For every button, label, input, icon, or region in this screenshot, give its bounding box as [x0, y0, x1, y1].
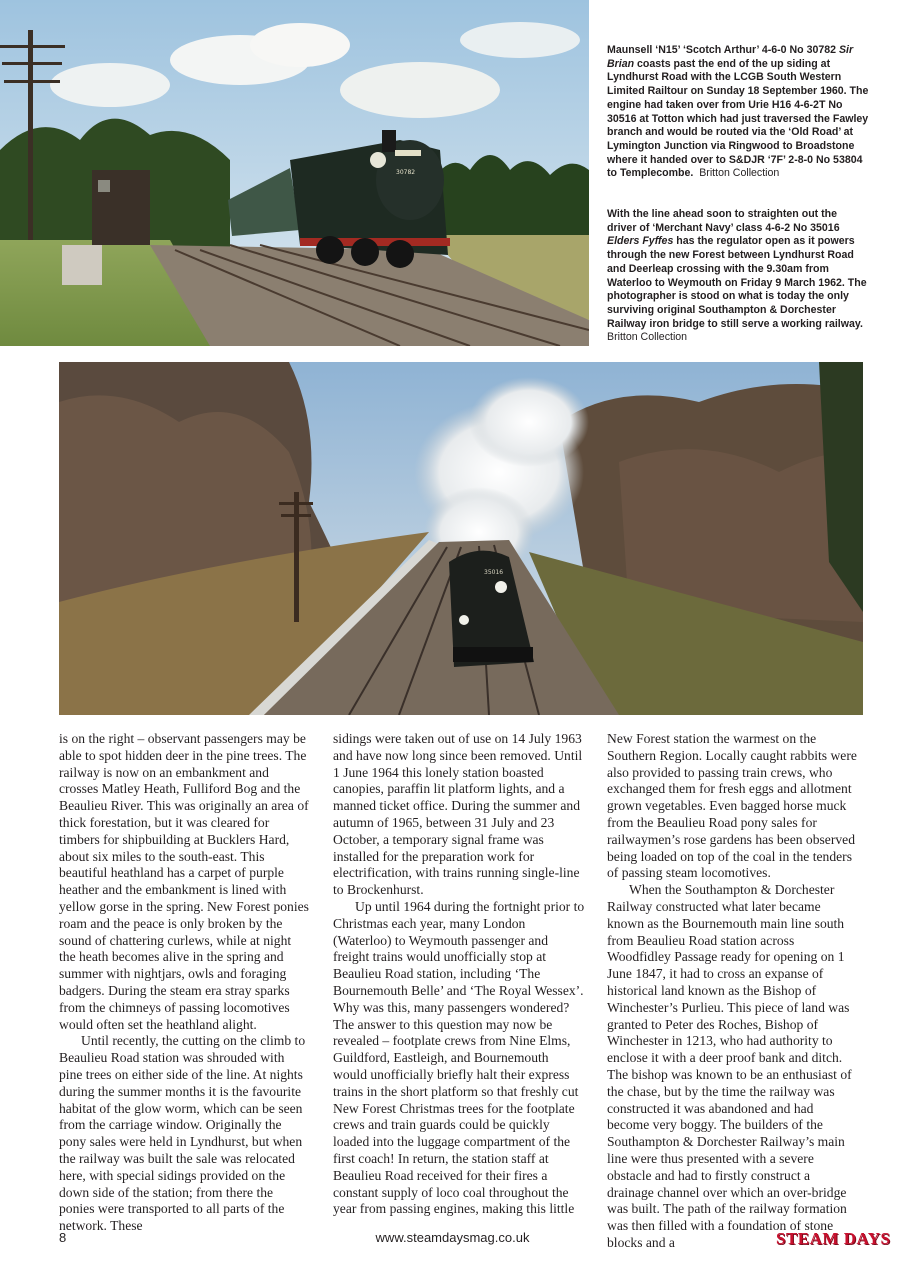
caption-top-text-1: Maunsell ‘N15’ ‘Scotch Arthur’ 4-6-0 No 30782: [607, 44, 839, 56]
caption-top-credit: Britton Collection: [699, 167, 780, 180]
caption-bottom-credit: Britton Collection: [607, 331, 688, 344]
bottom-loco-number: 35016: [484, 569, 504, 576]
col1-paragraph-2: Until recently, the cutting on the climb to Beaulieu Road station was shrouded with pine trees on either side of the line. At nights during the summer months it is the favourite habitat of the glow worm, which can be seen from the carriage window. Originally the pony sales were held in Lyndhurst, but when the railway was built the sale was relocated here, with special sidings provided on the down side of the station; from there the ponies were transported to all parts of the network. These: [59, 1033, 306, 1234]
caption-top-loco-name: Sir Brian: [607, 44, 854, 70]
body-column-1: [59, 731, 311, 1235]
col3-paragraph-1: New Forest station the warmest on the Southern Region. Locally caught rabbits were also provided to passing train crews, who exchanged them for fresh eggs and allotment grown vegetables. Even bagged horse muck from the Beaulieu Road pony sales for railwaymen’s rose gardens has been observed being loaded on top of the coal in the tenders of passing steam locomotives.: [607, 731, 857, 881]
photo-merchant-navy-35016: [59, 362, 863, 715]
body-column-2: [333, 731, 585, 1218]
caption-bottom-photo: [607, 208, 869, 345]
col2-paragraph-2: Up until 1964 during the fortnight prior to Christmas each year, many London (Waterloo) to Weymouth passenger and freight trains would unofficially stop at Beaulieu Road station, including ‘The Bournemouth Belle’ and ‘The Royal Wessex’. Why was this, many passengers wondered? The answer to this question may now be revealed – footplate crews from Nine Elms, Guildford, Eastleigh, and Bournemouth would unofficially briefly halt their express trains in the short platform so that freshly cut New Forest Christmas trees for the footplate crews and train guards could be quickly loaded into the luggage compartment of the first coach! In return, the station staff at Beaulieu Road received for their fires a constant supply of loco coal throughout the year from passing engines, making this little: [333, 898, 585, 1217]
caption-top-text-2: coasts past the end of the up siding at Lyndhurst Road with the LCGB South Western Limited Railtour on Sunday 18 September 1960. The engine had taken over from Urie H16 4-6-2T No 30516 at Totton which had just traversed the Fawley branch and would be routed via the ‘Old Road’ at Lymington Junction via Ringwood to Broadstone where it handed over to S&DJR ‘7F’ 2-8-0 No 53804 to Templecombe.: [607, 57, 869, 180]
col2-paragraph-1: sidings were taken out of use on 14 July 1963 and have now long since been removed. Until 1 June 1964 this lonely station boasted canopies, paraffin lit platform lights, and a manned ticket office. During the summer and autumn of 1965, between 31 July and 23 October, a temporary signal frame was installed for the preparation work for electrification, with trains running single-line to Brockenhurst.: [333, 731, 583, 898]
caption-bottom-text-1: With the line ahead soon to straighten out the driver of ‘Merchant Navy’ class 4-6-2 No 35016: [607, 208, 840, 234]
steam-days-logo: STEAM DAYS: [776, 1229, 891, 1248]
caption-top-photo: [607, 44, 869, 181]
page-number: 8: [59, 1230, 67, 1245]
body-column-3: [607, 731, 859, 1252]
top-loco-number: 30782: [396, 169, 416, 176]
footer-website-link[interactable]: www.steamdaysmag.co.uk: [375, 1230, 530, 1245]
caption-bottom-text-2: has the regulator open as it powers through the new Forest between Lyndhurst Road and Deerleap crossing with the 9.30am from Waterloo to Weymouth on Friday 9 March 1962. The photographer is stood on what is today the only surviving original Southampton & Dorchester Railway iron bridge to still serve a working railway.: [607, 235, 867, 330]
caption-bottom-loco-name: Elders Fyffes: [607, 235, 674, 248]
col1-paragraph-1: is on the right – observant passengers may be able to spot hidden deer in the pine trees. The railway is now on an embankment and crosses Matley Heath, Fulliford Bog and the Beaulieu River. This was originally an area of thick forestation, but it was cleared for timbers for shipbuilding at Bucklers Hard, about six miles to the south-east. This beautiful heathland has a carpet of purple heather and the embankment is lined with yellow gorse in the spring. New Forest ponies roam and the peace is only broken by the sound of chattering curlews, while at night the heath becomes alive in the spring and summer with nightjars, owls and foraging badgers. During the steam era stray sparks from the chimneys of passing locomotives would often set the heathland alight.: [59, 731, 309, 1032]
col3-paragraph-2: When the Southampton & Dorchester Railway constructed what later became known as the Bournemouth main line south from Beaulieu Road station across Woodfidley Passage ready for opening on 1 June 1847, it had to cross an expanse of historical land known as the Bishop of Winchester’s Purlieu. This piece of land was granted to Peter des Roches, Bishop of Winchester in 1213, who had authority to enclose it with a deer proof bank and ditch. The bishop was known to be an enthusiast of the chase, but by the time the railway was constructed it was abandoned and had become very boggy. The builders of the Southampton & Dorchester Railway’s main line were thus presented with a severe obstacle and had to firstly construct a drainage channel over which an over-bridge was built. The path of the railway formation was then filled with a foundation of stone blocks and a: [607, 882, 852, 1250]
photo-scotch-arthur-30782: [0, 0, 589, 346]
